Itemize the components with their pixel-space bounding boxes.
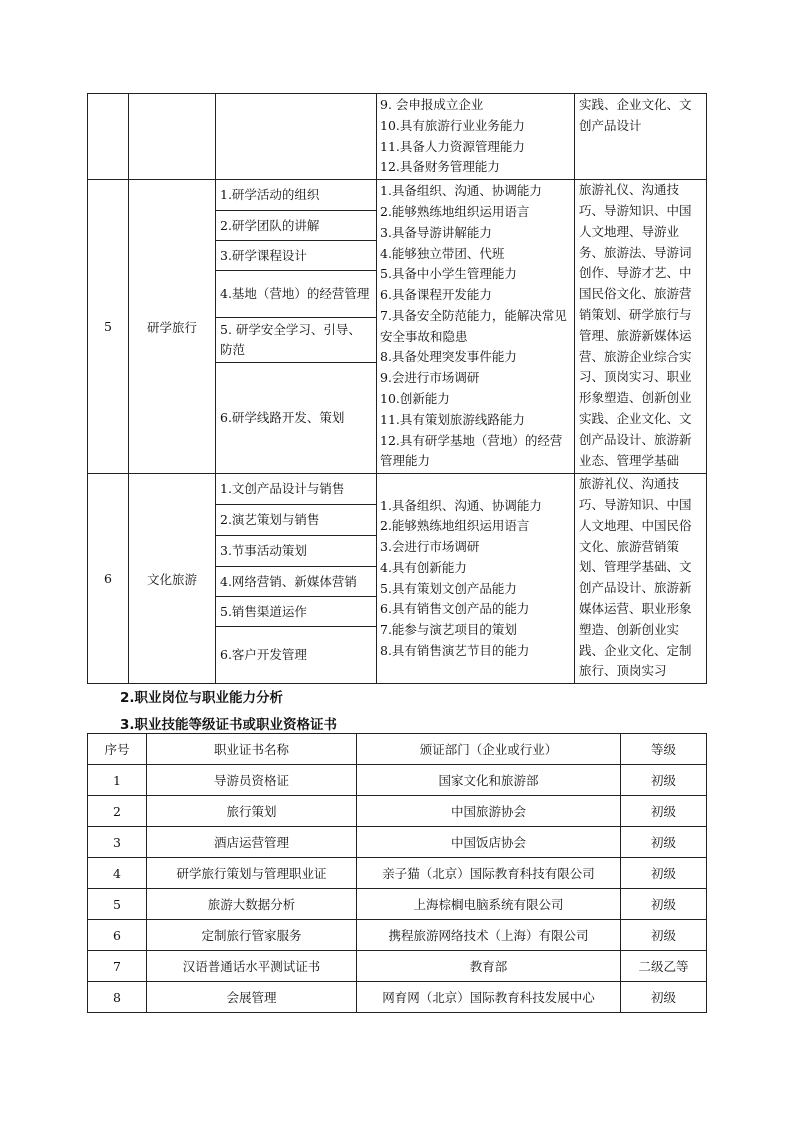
section-heading-career-analysis: 2.职业岗位与职业能力分析 — [120, 690, 284, 706]
task-cell: 2.演艺策划与销售 — [216, 505, 377, 536]
ability-item: 2.能够熟练地组织运用语言 — [380, 203, 530, 219]
courses-cell: 旅游礼仪、沟通技巧、导游知识、中国人文地理、中国民俗文化、旅游营销策划、管理学基础、文创产品设计、旅游新媒体运营、职业形象塑造、创新创业实践、企业文化、定制旅行、顶岗实习 — [575, 474, 707, 684]
table-row — [88, 920, 707, 951]
header-cell-issuer: 颁证部门（企业或行业） — [357, 734, 621, 765]
cell-name: 定制旅行管家服务 — [147, 920, 357, 951]
cell-issuer: 亲子猫（北京）国际教育科技有限公司 — [357, 858, 621, 889]
table-row-continued — [88, 94, 707, 180]
no-cell: 5 — [88, 180, 129, 474]
header-cell-no: 序号 — [88, 734, 147, 765]
cell-name: 会展管理 — [147, 982, 357, 1013]
no-cell: 6 — [88, 474, 129, 684]
certificate-table — [87, 733, 707, 1013]
task-cell: 3.节事活动策划 — [216, 536, 377, 567]
ability-item: 4.能够独立带团、代班 — [380, 245, 505, 261]
task-cell: 3.研学课程设计 — [216, 241, 377, 271]
cell-no: 4 — [88, 858, 147, 889]
cell-issuer: 上海棕榈电脑系统有限公司 — [357, 889, 621, 920]
no-cell — [88, 94, 129, 180]
table-row — [88, 858, 707, 889]
ability-item: 12.具有研学基地（营地）的经营管理能力 — [380, 432, 563, 469]
ability-item: 4.具有创新能力 — [380, 559, 467, 575]
table-header-row — [88, 734, 707, 765]
task-cell: 4.网络营销、新媒体营销 — [216, 567, 377, 597]
ability-item: 9. 会申报成立企业 — [380, 97, 484, 112]
cell-issuer: 中国饭店协会 — [357, 827, 621, 858]
header-cell-name: 职业证书名称 — [147, 734, 357, 765]
table-row — [88, 180, 707, 211]
task-cell: 1.文创产品设计与销售 — [216, 474, 377, 505]
table-row — [88, 827, 707, 858]
ability-item: 3.会进行市场调研 — [380, 539, 480, 555]
cell-no: 5 — [88, 889, 147, 920]
ability-item: 1.具备组织、沟通、协调能力 — [380, 497, 542, 513]
ability-item: 11.具有策划旅游线路能力 — [380, 411, 525, 427]
cell-no: 7 — [88, 951, 147, 982]
courses-cell: 旅游礼仪、沟通技巧、导游知识、中国人文地理、导游业务、旅游法、导游词创作、导游才艺、中国民俗文化、旅游营销策划、研学旅行与管理、旅游新媒体运营、旅游企业综合实习、顶岗实习、职业形象塑造、创新创业实践、企业文化、文创产品设计、旅游新业态、管理学基础 — [575, 180, 707, 474]
cell-name: 研学旅行策划与管理职业证 — [147, 858, 357, 889]
table-row — [88, 951, 707, 982]
ability-item: 10.创新能力 — [380, 391, 450, 407]
ability-item: 5.具备中小学生管理能力 — [380, 266, 517, 282]
cell-level: 初级 — [621, 796, 707, 827]
ability-item: 6.具有销售文创产品的能力 — [380, 601, 530, 617]
career-ability-table — [87, 93, 707, 684]
tasks-cell — [216, 94, 377, 180]
ability-item: 1.具备组织、沟通、协调能力 — [380, 183, 542, 199]
cell-issuer: 国家文化和旅游部 — [357, 765, 621, 796]
cell-level: 初级 — [621, 765, 707, 796]
cell-no: 1 — [88, 765, 147, 796]
cell-issuer: 携程旅游网络技术（上海）有限公司 — [357, 920, 621, 951]
ability-item: 12.具备财务管理能力 — [380, 159, 500, 175]
cell-name: 旅行策划 — [147, 796, 357, 827]
ability-item: 3.具备导游讲解能力 — [380, 224, 492, 240]
task-cell: 1.研学活动的组织 — [216, 180, 377, 211]
ability-item: 5.具有策划文创产品能力 — [380, 580, 517, 596]
header-cell-level: 等级 — [621, 734, 707, 765]
table-row — [88, 982, 707, 1013]
task-cell: 4.基地（营地）的经营管理 — [216, 271, 377, 318]
courses-cell: 实践、企业文化、文创产品设计 — [575, 94, 707, 180]
position-cell — [129, 94, 216, 180]
position-cell: 文化旅游 — [129, 474, 216, 684]
task-cell: 2.研学团队的讲解 — [216, 211, 377, 241]
cell-level: 初级 — [621, 827, 707, 858]
cell-name: 汉语普通话水平测试证书 — [147, 951, 357, 982]
table-row — [88, 796, 707, 827]
table-row — [88, 889, 707, 920]
cell-no: 2 — [88, 796, 147, 827]
task-cell: 6.客户开发管理 — [216, 627, 377, 684]
ability-item: 8.具有销售演艺节目的能力 — [380, 643, 530, 659]
task-cell: 5. 研学安全学习、引导、防范 — [216, 318, 377, 363]
cell-no: 6 — [88, 920, 147, 951]
ability-item: 8.具备处理突发事件能力 — [380, 349, 517, 365]
ability-item: 7.能参与演艺项目的策划 — [380, 622, 517, 638]
cell-no: 3 — [88, 827, 147, 858]
cell-level: 初级 — [621, 889, 707, 920]
task-cell: 5.销售渠道运作 — [216, 597, 377, 627]
table-row — [88, 765, 707, 796]
cell-level: 初级 — [621, 858, 707, 889]
abilities-cell — [377, 94, 575, 180]
cell-level: 初级 — [621, 920, 707, 951]
cell-issuer: 网育网（北京）国际教育科技发展中心 — [357, 982, 621, 1013]
cell-name: 酒店运营管理 — [147, 827, 357, 858]
ability-item: 11.具备人力资源管理能力 — [380, 138, 525, 154]
position-cell: 研学旅行 — [129, 180, 216, 474]
ability-item: 9.会进行市场调研 — [380, 370, 480, 386]
cell-issuer: 中国旅游协会 — [357, 796, 621, 827]
ability-item: 7.具备安全防范能力，能解决常见安全事故和隐患 — [380, 307, 567, 344]
ability-item: 6.具备课程开发能力 — [380, 287, 492, 303]
cell-issuer: 教育部 — [357, 951, 621, 982]
cell-level: 初级 — [621, 982, 707, 1013]
ability-item: 2.能够熟练地组织运用语言 — [380, 518, 530, 534]
abilities-cell — [377, 474, 575, 684]
cell-name: 导游员资格证 — [147, 765, 357, 796]
section-heading-certificates: 3.职业技能等级证书或职业资格证书 — [120, 717, 338, 733]
abilities-cell — [377, 180, 575, 474]
task-cell: 6.研学线路开发、策划 — [216, 363, 377, 474]
table-row — [88, 474, 707, 505]
cell-no: 8 — [88, 982, 147, 1013]
ability-item: 10.具有旅游行业业务能力 — [380, 117, 525, 133]
cell-name: 旅游大数据分析 — [147, 889, 357, 920]
cell-level: 二级乙等 — [621, 951, 707, 982]
